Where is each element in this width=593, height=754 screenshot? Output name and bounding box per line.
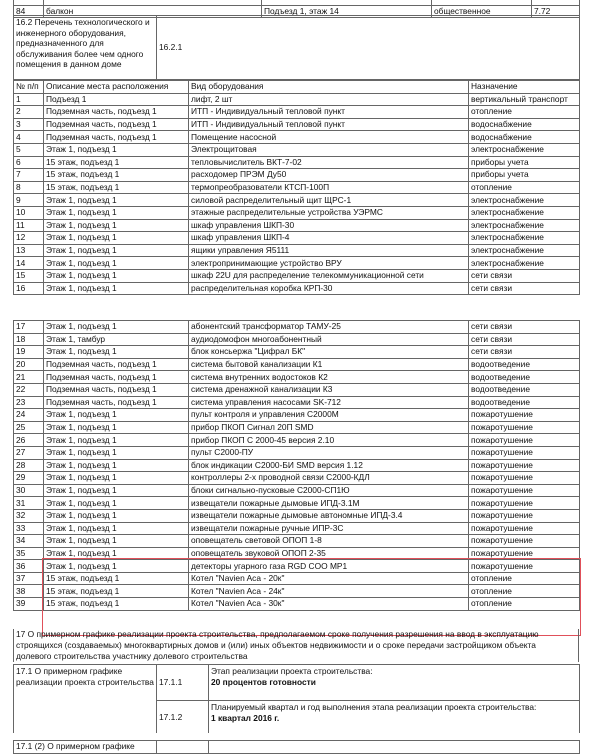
cell-equipment: блок индикации С2000-БИ SMD версия 1.12 (189, 459, 469, 472)
cell-place: 15 этаж, подъезд 1 (44, 585, 189, 598)
table-row (14, 143, 580, 156)
cell-purpose: сети связи (469, 282, 580, 295)
cell-num: 7 (14, 169, 44, 182)
table-row (14, 547, 580, 560)
cell-purpose: водоотведение (469, 396, 580, 409)
table-row (14, 106, 580, 119)
cell-num: 21 (14, 371, 44, 384)
cell-num: 84 (14, 5, 44, 18)
table-row (14, 358, 580, 371)
table-row (14, 396, 580, 409)
cell-equipment: абонентский трансформатор ТАМУ-25 (189, 321, 469, 334)
cell-place: Этаж 1, подъезд 1 (44, 206, 189, 219)
cell-purpose: отопление (469, 598, 580, 611)
cell-purpose: пожаротушение (469, 497, 580, 510)
cell-purpose: сети связи (469, 346, 580, 359)
table-row (14, 131, 580, 144)
section-17-1 (13, 664, 579, 735)
cell-num: 15 (14, 269, 44, 282)
header-num: № п/п (14, 81, 44, 94)
cell-purpose: отопление (469, 106, 580, 119)
cell-equipment: прибор ПКОП С 2000-45 версия 2.10 (189, 434, 469, 447)
cell-num: 37 (14, 572, 44, 585)
table-row (14, 156, 580, 169)
cell-place: Этаж 1, подъезд 1 (44, 257, 189, 270)
cell-equipment: шкаф 22U для распределение телекоммуникационной сети (189, 269, 469, 282)
cell-place: Этаж 1, подъезд 1 (44, 560, 189, 573)
cell-place: Этаж 1, подъезд 1 (44, 497, 189, 510)
table-row (14, 194, 580, 207)
cell-num: 34 (14, 535, 44, 548)
cell-place: Подземная часть, подъезд 1 (44, 371, 189, 384)
cell-num: 30 (14, 484, 44, 497)
cell-purpose: пожаротушение (469, 409, 580, 422)
cell-equipment: Помещение насосной (189, 131, 469, 144)
cell-location: Подъезд 1, этаж 14 (262, 5, 432, 18)
table-row (14, 484, 580, 497)
cell-place: Этаж 1, подъезд 1 (44, 244, 189, 257)
cell-equipment: пульт С2000-ПУ (189, 446, 469, 459)
table-row (14, 446, 580, 459)
table-row (14, 206, 580, 219)
cell-place: 15 этаж, подъезд 1 (44, 598, 189, 611)
cell-num: 4 (14, 131, 44, 144)
cell-place: Этаж 1, подъезд 1 (44, 321, 189, 334)
cell-place: Этаж 1, подъезд 1 (44, 346, 189, 359)
table-row (14, 472, 580, 485)
section-17-line: 17 О примерном графике реализации проекта строительства, предполагаемом сроке получения разрешения на ввод в эксплуатацию (16, 629, 539, 639)
cell-place: Подземная часть, подъезд 1 (44, 131, 189, 144)
cell-purpose: электроснабжение (469, 232, 580, 245)
code-17-1-2: 17.1.2 (157, 701, 209, 735)
section-17-1-title: 17.1 О примерном графике реализации проекта строительства (14, 665, 157, 735)
cell-equipment: извещатели пожарные дымовые ИПД-3.1М (189, 497, 469, 510)
cell-place: 15 этаж, подъезд 1 (44, 156, 189, 169)
cell-place: Этаж 1, подъезд 1 (44, 421, 189, 434)
cell-equipment: блоки сигнально-пусковые С2000-СП1Ю (189, 484, 469, 497)
table-row (14, 560, 580, 573)
label-17-1-2: Планируемый квартал и год выполнения этапа реализации проекта строительства: (211, 702, 537, 712)
cell-num: 22 (14, 383, 44, 396)
cell-num: 19 (14, 346, 44, 359)
equipment-table-part-2 (13, 320, 580, 611)
table-row (14, 181, 580, 194)
cell-equipment: Котел "Navien Aca - 30к" (189, 598, 469, 611)
section-16-2-code: 16.2.1 (157, 16, 580, 80)
cell-area: 7.72 (532, 5, 580, 18)
cell-num: 35 (14, 547, 44, 560)
cell-purpose: отопление (469, 585, 580, 598)
cell-place: Этаж 1, подъезд 1 (44, 269, 189, 282)
table-row (14, 434, 580, 447)
cell-equipment: Электрощитовая (189, 143, 469, 156)
cell-equipment: лифт, 2 шт (189, 93, 469, 106)
cell-num: 11 (14, 219, 44, 232)
cell-purpose: водоотведение (469, 358, 580, 371)
table-row (14, 269, 580, 282)
cell-purpose: электроснабжение (469, 219, 580, 232)
cell-equipment: детекторы угарного газа RGD COO MP1 (189, 560, 469, 573)
cell-equipment: прибор ПКОП Сигнал 20П SMD (189, 421, 469, 434)
cell-purpose: общественное (432, 5, 532, 18)
cell-equipment: этажные распределительные устройства УЭРМС (189, 206, 469, 219)
cell-num: 12 (14, 232, 44, 245)
cell-equipment: термопреобразователи КТСП-100П (189, 181, 469, 194)
cell-place: Этаж 1, подъезд 1 (44, 446, 189, 459)
table-row (14, 572, 580, 585)
cell-equipment: силовой распределительный щит ЩРС-1 (189, 194, 469, 207)
cell-place: Подъезд 1 (44, 93, 189, 106)
cell-num: 18 (14, 333, 44, 346)
cell-equipment: аудиодомофон многоабонентный (189, 333, 469, 346)
cell-equipment: система управления насосами SK-712 (189, 396, 469, 409)
cell-place: Этаж 1, подъезд 1 (44, 143, 189, 156)
table-row (14, 409, 580, 422)
cell-place: Этаж 1, тамбур (44, 333, 189, 346)
cell-place: Этаж 1, подъезд 1 (44, 232, 189, 245)
table-row (14, 282, 580, 295)
header-equipment: Вид оборудования (189, 81, 469, 94)
cell-equipment: ИТП - Индивидуальный тепловой пункт (189, 118, 469, 131)
cell-equipment: извещатели пожарные ручные ИПР-3С (189, 522, 469, 535)
page-gap-2 (0, 733, 593, 740)
value-17-1-2: 1 квартал 2016 г. (211, 712, 280, 723)
table-row (14, 421, 580, 434)
cell-purpose: водоснабжение (469, 118, 580, 131)
cell-purpose: пожаротушение (469, 459, 580, 472)
cell-place: Этаж 1, подъезд 1 (44, 194, 189, 207)
cell-num: 13 (14, 244, 44, 257)
cell-equipment: ящики управления Я5111 (189, 244, 469, 257)
cell-place: балкон (44, 5, 262, 18)
table-row (14, 333, 580, 346)
cell-num: 32 (14, 509, 44, 522)
cell-equipment: контроллеры 2-х проводной связи С2000-КДЛ (189, 472, 469, 485)
table-row (14, 321, 580, 334)
cell-place: Этаж 1, подъезд 1 (44, 484, 189, 497)
table-row (14, 585, 580, 598)
cell-num: 10 (14, 206, 44, 219)
cell-purpose: сети связи (469, 333, 580, 346)
cell-num: 31 (14, 497, 44, 510)
cell-place: Подземная часть, подъезд 1 (44, 358, 189, 371)
equipment-block-2 (13, 320, 579, 611)
cell-equipment: расходомер ПРЭМ Ду50 (189, 169, 469, 182)
cell-num: 16 (14, 282, 44, 295)
cell-purpose: пожаротушение (469, 484, 580, 497)
cell-equipment: Котел "Navien Aca - 24к" (189, 585, 469, 598)
cell-place: 15 этаж, подъезд 1 (44, 572, 189, 585)
cell-equipment: шкаф управления ШКП-30 (189, 219, 469, 232)
cell-place: Этаж 1, подъезд 1 (44, 547, 189, 560)
cell-equipment: Котел "Navien Aca - 20к" (189, 572, 469, 585)
cell-num: 2 (14, 106, 44, 119)
table-row (14, 93, 580, 106)
section-16-2 (13, 15, 579, 295)
cell-purpose: вертикальный транспорт (469, 93, 580, 106)
value-17-1-1: 20 процентов готовности (211, 676, 316, 687)
table-row (14, 522, 580, 535)
cell-num: 17 (14, 321, 44, 334)
cell-num: 39 (14, 598, 44, 611)
header-place: Описание места расположения (44, 81, 189, 94)
cell-num: 14 (14, 257, 44, 270)
cell-num: 20 (14, 358, 44, 371)
cell-num: 26 (14, 434, 44, 447)
cell-place: Этаж 1, подъезд 1 (44, 535, 189, 548)
cell-place: Этаж 1, подъезд 1 (44, 522, 189, 535)
cell-place: Подземная часть, подъезд 1 (44, 383, 189, 396)
cell-num: 23 (14, 396, 44, 409)
table-row (14, 232, 580, 245)
cell-num: 9 (14, 194, 44, 207)
cell-place: Подземная часть, подъезд 1 (44, 118, 189, 131)
cell-num: 33 (14, 522, 44, 535)
cell-purpose: сети связи (469, 269, 580, 282)
equipment-table-part-1 (13, 80, 580, 295)
cell-num: 24 (14, 409, 44, 422)
cell-purpose: электроснабжение (469, 206, 580, 219)
cell-place: Этаж 1, подъезд 1 (44, 409, 189, 422)
cell-purpose: приборы учета (469, 156, 580, 169)
cell-equipment: блок консьержа "Цифрал БК" (189, 346, 469, 359)
cell-place: Подземная часть, подъезд 1 (44, 396, 189, 409)
cell-equipment: извещатели пожарные дымовые автономные ИПД-3.4 (189, 509, 469, 522)
cell-num: 28 (14, 459, 44, 472)
cell-purpose: пожаротушение (469, 446, 580, 459)
cell-purpose: электроснабжение (469, 244, 580, 257)
section-17-line: долевого строительства участнику долевого строительства (16, 651, 248, 661)
cell-place: 15 этаж, подъезд 1 (44, 181, 189, 194)
table-row (14, 118, 580, 131)
label-17-1-1: Этап реализации проекта строительства: (211, 666, 373, 676)
cell-purpose: пожаротушение (469, 421, 580, 434)
cell-place: Этаж 1, подъезд 1 (44, 434, 189, 447)
cell-num: 5 (14, 143, 44, 156)
section-17-line: строящихся (создаваемых) многоквартирных домов и (или) иных объектов недвижимости и о сроке передачи застройщиком объекта (16, 640, 536, 650)
cell-num: 38 (14, 585, 44, 598)
cell-equipment: распределительная коробка КРП-30 (189, 282, 469, 295)
cell-equipment: система бытовой канализации К1 (189, 358, 469, 371)
cell-purpose: электроснабжение (469, 143, 580, 156)
cell-purpose: пожаротушение (469, 522, 580, 535)
cell-num: 3 (14, 118, 44, 131)
table-row (14, 598, 580, 611)
cell-purpose: сети связи (469, 321, 580, 334)
table-row (14, 346, 580, 359)
cell-num: 29 (14, 472, 44, 485)
cell-place: Подземная часть, подъезд 1 (44, 106, 189, 119)
cell-purpose: пожаротушение (469, 547, 580, 560)
cell-num: 25 (14, 421, 44, 434)
table-row (14, 169, 580, 182)
bottom-partial-title: 17.1 (2) О примерном графике (14, 741, 157, 754)
cell-place: Этаж 1, подъезд 1 (44, 219, 189, 232)
cell-num: 8 (14, 181, 44, 194)
cell-place: 15 этаж, подъезд 1 (44, 169, 189, 182)
cell-purpose: водоснабжение (469, 131, 580, 144)
code-17-1-1: 17.1.1 (157, 665, 209, 701)
cell-purpose: пожаротушение (469, 535, 580, 548)
cell-purpose: пожаротушение (469, 560, 580, 573)
table-row (14, 535, 580, 548)
cell-equipment: электропринимающие устройство ВРУ (189, 257, 469, 270)
cell-equipment: оповещатель звуковой ОПОП 2-35 (189, 547, 469, 560)
bottom-partial (13, 740, 579, 754)
cell-place: Этаж 1, подъезд 1 (44, 282, 189, 295)
cell-equipment: система дренажной канализации К3 (189, 383, 469, 396)
cell-num: 1 (14, 93, 44, 106)
cell-purpose: пожаротушение (469, 472, 580, 485)
table-row (14, 459, 580, 472)
cell-num: 6 (14, 156, 44, 169)
section-17-text (13, 629, 579, 662)
cell-equipment: пульт контроля и управления С2000М (189, 409, 469, 422)
table-row (14, 497, 580, 510)
cell-purpose: водоотведение (469, 383, 580, 396)
table-row (14, 371, 580, 384)
table-row (14, 383, 580, 396)
header-purpose: Назначение (469, 81, 580, 94)
cell-place: Этаж 1, подъезд 1 (44, 509, 189, 522)
cell-purpose: электроснабжение (469, 194, 580, 207)
table-row (14, 665, 580, 701)
table-row (14, 509, 580, 522)
table-row (14, 219, 580, 232)
cell-purpose: отопление (469, 181, 580, 194)
cell-purpose: пожаротушение (469, 509, 580, 522)
table-row (14, 257, 580, 270)
table-row (14, 244, 580, 257)
page-gap (0, 308, 593, 320)
cell-num: 36 (14, 560, 44, 573)
cell-purpose: электроснабжение (469, 257, 580, 270)
cell-num: 27 (14, 446, 44, 459)
cell-equipment: оповещатель световой ОПОП 1-8 (189, 535, 469, 548)
cell-purpose: водоотведение (469, 371, 580, 384)
cell-purpose: приборы учета (469, 169, 580, 182)
cell-equipment: шкаф управления ШКП-4 (189, 232, 469, 245)
cell-place: Этаж 1, подъезд 1 (44, 459, 189, 472)
cell-equipment: ИТП - Индивидуальный тепловой пункт (189, 106, 469, 119)
cell-purpose: отопление (469, 572, 580, 585)
cell-equipment: система внутренних водостоков К2 (189, 371, 469, 384)
table-header-row (14, 81, 580, 94)
cell-equipment: тепловычислитель ВКТ-7-02 (189, 156, 469, 169)
cell-place: Этаж 1, подъезд 1 (44, 472, 189, 485)
section-16-2-title: 16.2 Перечень технологического и инженерного оборудования, предназначенного для обслуживания более чем одного помещения в данном доме (14, 16, 157, 80)
cell-purpose: пожаротушение (469, 434, 580, 447)
